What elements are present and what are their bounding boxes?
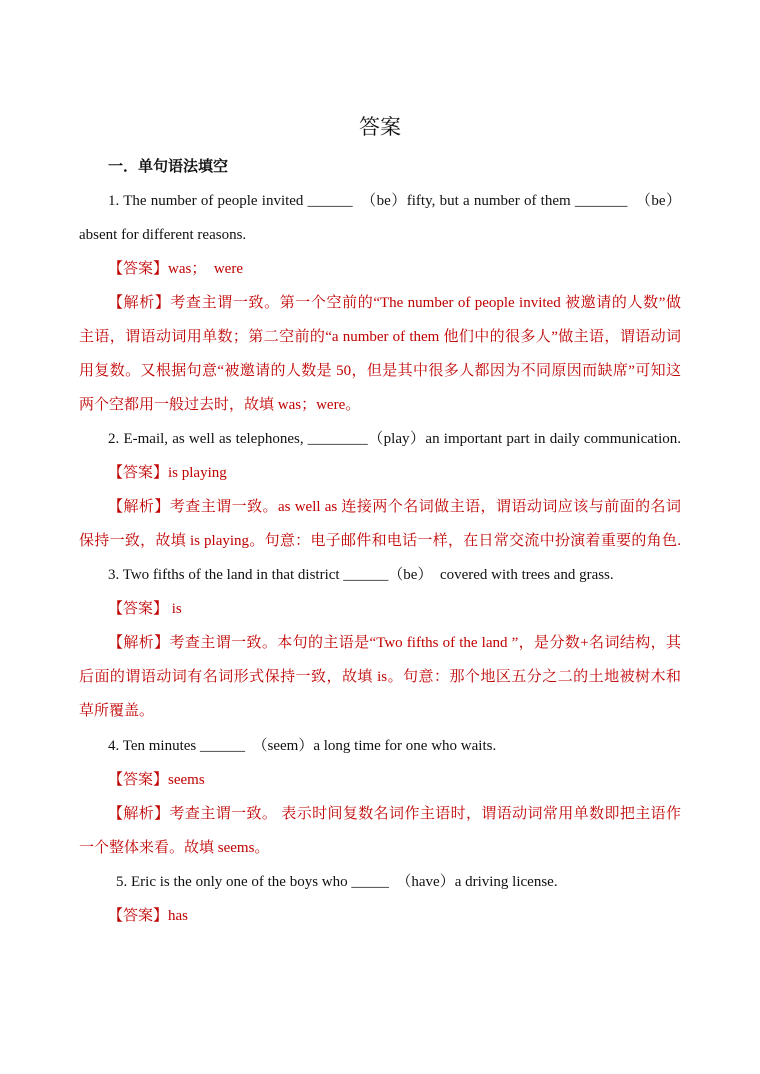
analysis-4-line-2: 一个整体来看。故填 seems。 bbox=[79, 840, 270, 856]
analysis-1-line-4: 两个空都用一般过去时，故填 was；were。 bbox=[79, 397, 361, 413]
question-5-line-1: 5. Eric is the only one of the boys who _____ （have）a driving license. bbox=[116, 874, 558, 890]
analysis-3-line-1: 【解析】考查主谓一致。本句的主语是“Two fifths of the land ”，是分数+名词结构，其 bbox=[108, 635, 681, 651]
page-title: 答案 bbox=[359, 115, 401, 139]
answer-4: 【答案】seems bbox=[108, 772, 205, 788]
analysis-1-line-3: 用复数。又根据句意“被邀请的人数是 50，但是其中很多人都因为不同原因而缺席”可知这 bbox=[79, 363, 681, 379]
question-3-line-1: 3. Two fifths of the land in that district ______（be） covered with trees and grass. bbox=[108, 567, 614, 583]
answer-2: 【答案】is playing bbox=[108, 465, 227, 481]
question-1-line-2: absent for different reasons. bbox=[79, 227, 247, 243]
analysis-1-line-1: 【解析】考查主谓一致。第一个空前的“The number of people invited 被邀请的人数”做 bbox=[108, 295, 681, 311]
analysis-2-line-2: 保持一致，故填 is playing。句意：电子邮件和电话一样，在日常交流中扮演着重要的角色. bbox=[79, 533, 681, 549]
answer-3: 【答案】 is bbox=[108, 601, 182, 617]
question-1-line-1: 1. The number of people invited ______ （be）fifty, but a number of them _______ （be） bbox=[108, 193, 681, 209]
analysis-1-line-2: 主语，谓语动词用单数；第二空前的“a number of them 他们中的很多人”做主语，谓语动词 bbox=[79, 329, 681, 345]
answer-1: 【答案】was； were bbox=[108, 261, 243, 277]
question-4-line-1: 4. Ten minutes ______ （seem）a long time for one who waits. bbox=[108, 738, 497, 754]
question-2-line-1: 2. E-mail, as well as telephones, ________（play）an important part in daily communication. bbox=[108, 431, 681, 447]
answer-5: 【答案】has bbox=[108, 908, 188, 924]
analysis-3-line-2: 后面的谓语动词有名词形式保持一致，故填 is。句意：那个地区五分之二的土地被树木和 bbox=[79, 669, 681, 685]
section-heading: 一．单句语法填空 bbox=[108, 159, 229, 175]
analysis-2-line-1: 【解析】考查主谓一致。as well as 连接两个名词做主语，谓语动词应该与前面的名词 bbox=[108, 499, 681, 515]
analysis-3-line-3: 草所覆盖。 bbox=[79, 703, 155, 719]
analysis-4-line-1: 【解析】考查主谓一致。 表示时间复数名词作主语时，谓语动词常用单数即把主语作 bbox=[108, 806, 681, 822]
